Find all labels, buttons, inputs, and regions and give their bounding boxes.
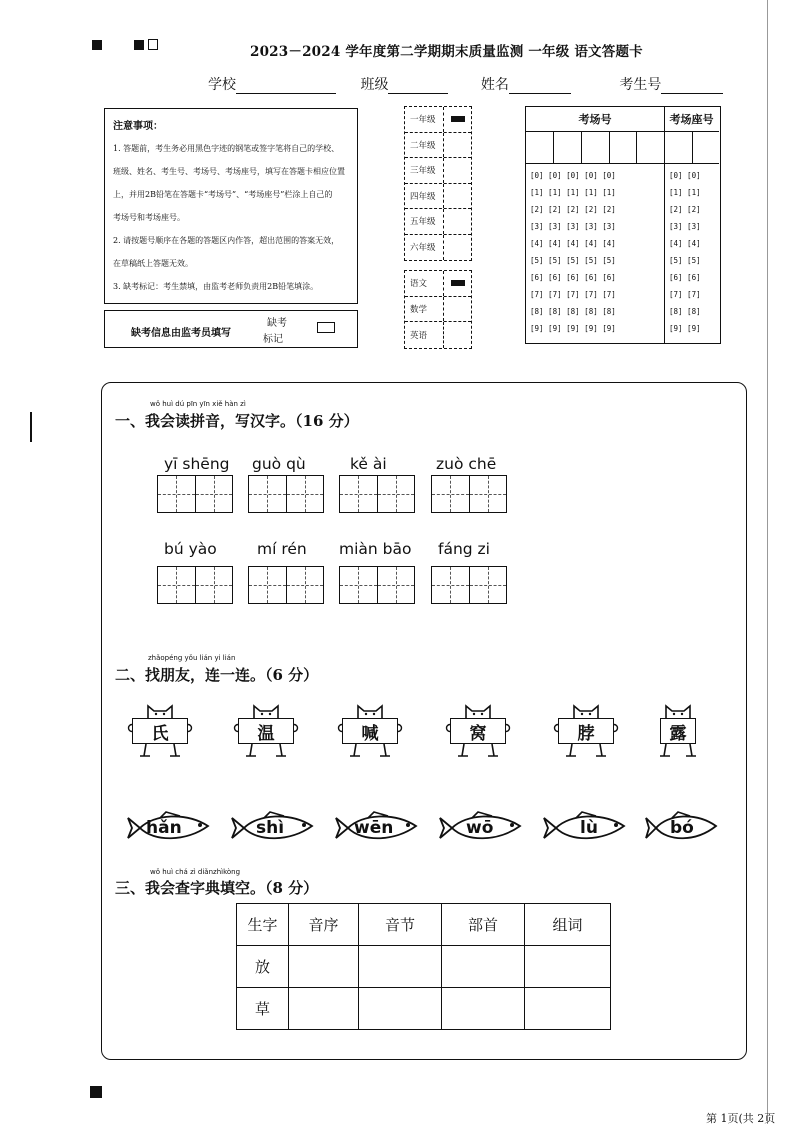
student-id-field[interactable]	[661, 79, 723, 94]
table-header-row	[237, 904, 611, 946]
cat-sign: 窝	[450, 718, 506, 744]
table-header: 组词	[525, 904, 611, 946]
answer-cell[interactable]	[289, 988, 359, 1030]
writing-grid[interactable]	[339, 475, 415, 513]
grade-option[interactable]	[405, 107, 471, 133]
notes-title: 注意事项：	[113, 121, 163, 132]
section2-title: 二、找朋友，连一连。（6 分）	[115, 666, 319, 684]
notes-item: 在草稿纸上答题无效。	[113, 259, 193, 268]
grade-option[interactable]	[405, 158, 471, 184]
registration-mark-top-2	[134, 40, 144, 50]
pinyin-prompt: yī shēng	[164, 455, 230, 473]
page-number: 第 1页(共 2页	[706, 1112, 776, 1125]
class-field[interactable]	[388, 79, 448, 94]
notes-box	[104, 108, 358, 304]
cat-sign: 温	[238, 718, 294, 744]
absent-mark-line1: 缺考	[267, 318, 287, 329]
filled-bubble	[451, 116, 465, 122]
cat-character-card[interactable]	[232, 702, 302, 758]
fish-pinyin: lù	[580, 818, 598, 838]
fish-pinyin-card[interactable]	[230, 810, 316, 846]
room-number-bubbles[interactable]: [0] [0] [0] [0] [0] [1] [1] [1] [1] [1] [2] [2] [2] [2] [2] [3] [3] [3] [3] [3] [4] [4] [4] [4] [4] [5] [5] [5] [5] [5] [6] [6] [6] [6] [6] [7] [7] [7] [7] [7] [8] [8] [8] [8] [8] [9] [9] [9] [9] [9]	[530, 171, 616, 333]
right-edge-line	[767, 0, 768, 1124]
seat-number-bubbles[interactable]: [0] [0] [1] [1] [2] [2] [3] [3] [4] [4] [5] [5] [6] [6] [7] [7] [8] [8] [9] [9]	[669, 171, 701, 333]
writing-grid[interactable]	[248, 475, 324, 513]
answer-cell[interactable]	[359, 946, 442, 988]
subject-option[interactable]	[405, 297, 471, 323]
grade-option[interactable]	[405, 235, 471, 261]
pinyin-prompt: guò qù	[252, 455, 306, 473]
grade-option[interactable]	[405, 209, 471, 235]
notes-item: 上，并用2B铅笔在答题卡“考场号”、“考场座号”栏涂上自己的	[113, 190, 333, 199]
section3-title: 三、我会查字典填空。（8 分）	[115, 879, 319, 897]
fish-pinyin-card[interactable]	[644, 810, 718, 846]
cat-sign: 露	[660, 718, 696, 744]
answer-cell[interactable]	[359, 988, 442, 1030]
fish-pinyin-card[interactable]	[334, 810, 420, 846]
grade-label: 一年级	[410, 115, 436, 126]
pinyin-prompt: miàn bāo	[339, 540, 412, 558]
answer-cell[interactable]	[525, 988, 611, 1030]
filled-bubble	[451, 280, 465, 286]
student-id-label: 考生号	[619, 77, 662, 93]
pinyin-prompt: zuò chē	[436, 455, 497, 473]
absent-info-box	[104, 310, 358, 348]
class-label: 班级	[360, 77, 389, 93]
pinyin-prompt: bú yào	[164, 540, 217, 558]
table-header: 部首	[442, 904, 525, 946]
page-title: 2023－2024 学年度第二学期期末质量监测 一年级 语文答题卡	[250, 44, 643, 60]
dictionary-table	[236, 903, 611, 1030]
cat-character-card[interactable]	[336, 702, 406, 758]
grade-option[interactable]	[405, 184, 471, 210]
notes-item: 1. 答题前，考生务必用黑色字迹的钢笔或签字笔将自己的学校、	[113, 144, 340, 153]
grade-label: 三年级	[410, 166, 436, 177]
section2-ruby: zhǎopéng yǒu lián yi lián	[148, 654, 236, 662]
name-label: 姓名	[480, 77, 509, 93]
subject-option[interactable]	[405, 322, 471, 348]
row-character: 草	[237, 988, 289, 1030]
cat-character-card[interactable]	[552, 702, 622, 758]
grade-selector	[404, 106, 472, 261]
section1-ruby: wǒ huì dú pīn yīn xiě hàn zì	[150, 400, 246, 408]
cat-sign: 脖	[558, 718, 614, 744]
writing-grid[interactable]	[431, 475, 507, 513]
fish-pinyin: shì	[256, 818, 285, 838]
fish-pinyin-card[interactable]	[126, 810, 212, 846]
answer-cell[interactable]	[442, 946, 525, 988]
answer-cell[interactable]	[525, 946, 611, 988]
registration-mark-top-3	[148, 39, 158, 50]
notes-item: 班级、姓名、考生号、考场号、考场座号，填写在答题卡相应位置	[113, 167, 345, 176]
notes-item: 2. 请按题号顺序在各题的答题区内作答，超出范围的答案无效，	[113, 236, 340, 245]
pinyin-prompt: kě ài	[350, 455, 387, 473]
fish-pinyin-card[interactable]	[438, 810, 524, 846]
subject-label: 语文	[410, 279, 428, 290]
table-row	[237, 988, 611, 1030]
room-write-cells[interactable]	[526, 131, 719, 164]
registration-mark-bottom-left	[90, 1086, 102, 1098]
section3-ruby: wǒ huì chá zì diǎnzhìkòng	[150, 868, 241, 876]
cat-character-card[interactable]	[444, 702, 514, 758]
row-character: 放	[237, 946, 289, 988]
absent-mark-line2: 标记	[263, 334, 283, 345]
notes-item: 3. 缺考标记：考生禁填，由监考老师负责用2B铅笔填涂。	[113, 282, 319, 291]
table-header: 生字	[237, 904, 289, 946]
cat-sign: 喊	[342, 718, 398, 744]
writing-grid[interactable]	[431, 566, 507, 604]
section1-title: 一、我会读拼音，写汉字。（16 分）	[115, 412, 359, 430]
absent-info-label: 缺考信息由监考员填写	[131, 328, 231, 339]
subject-label: 英语	[410, 330, 428, 341]
grade-option[interactable]	[405, 133, 471, 159]
table-row	[237, 946, 611, 988]
subject-selector	[404, 270, 472, 349]
pinyin-prompt: fáng zi	[438, 540, 490, 558]
left-margin-line	[30, 412, 32, 442]
exam-seat-header: 考场座号	[664, 107, 719, 132]
answer-cell[interactable]	[442, 988, 525, 1030]
fish-pinyin: wō	[466, 818, 494, 838]
exam-room-header: 考场号	[526, 107, 665, 132]
grade-label: 二年级	[410, 140, 436, 151]
grade-label: 五年级	[410, 217, 436, 228]
fish-pinyin-card[interactable]	[542, 810, 628, 846]
table-header: 音序	[289, 904, 359, 946]
absent-mark-box[interactable]	[317, 322, 335, 333]
writing-grid[interactable]	[339, 566, 415, 604]
answer-cell[interactable]	[289, 946, 359, 988]
subject-option[interactable]	[405, 271, 471, 297]
grade-label: 四年级	[410, 191, 436, 202]
cat-character-card[interactable]	[648, 702, 708, 758]
writing-grid[interactable]	[157, 566, 233, 604]
fish-pinyin: wēn	[354, 818, 394, 838]
notes-item: 考场号和考场座号。	[113, 213, 185, 222]
cat-character-card[interactable]	[126, 702, 196, 758]
school-label: 学校	[208, 77, 236, 93]
writing-grid[interactable]	[248, 566, 324, 604]
grade-label: 六年级	[410, 243, 436, 254]
fish-pinyin: hǎn	[146, 818, 182, 838]
student-info-row	[208, 74, 723, 94]
school-field[interactable]	[236, 79, 336, 94]
table-header: 音节	[359, 904, 442, 946]
cat-sign: 氏	[132, 718, 188, 744]
registration-mark-top-left	[92, 40, 102, 50]
subject-label: 数学	[410, 304, 428, 315]
name-field[interactable]	[509, 79, 571, 94]
fish-pinyin: bó	[670, 818, 694, 838]
writing-grid[interactable]	[157, 475, 233, 513]
exam-room-grid	[525, 106, 721, 344]
pinyin-prompt: mí rén	[257, 540, 307, 558]
